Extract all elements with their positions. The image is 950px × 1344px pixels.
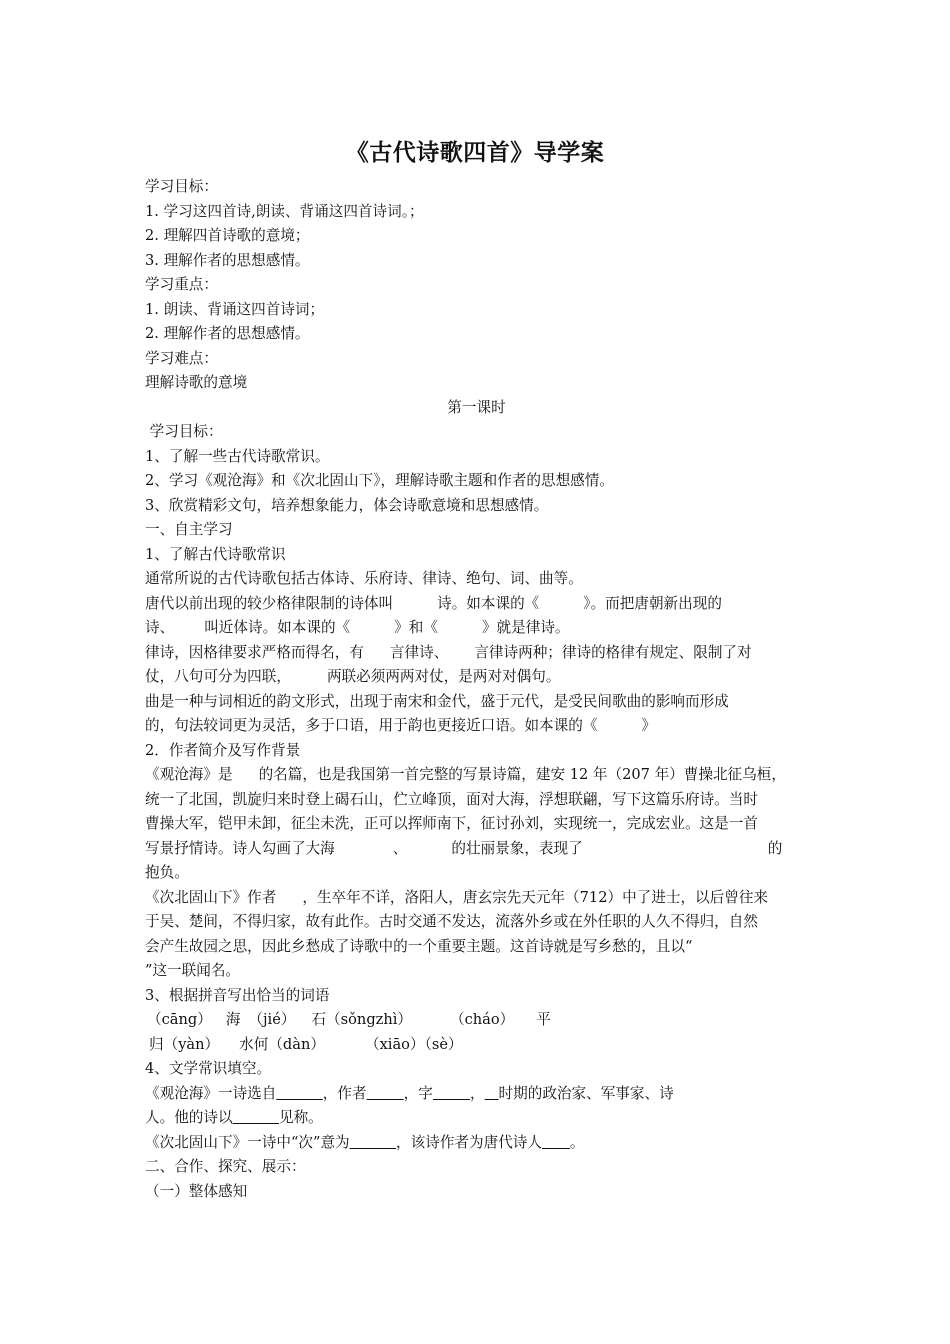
blank xyxy=(350,1134,396,1151)
pinyin-row: （cāng） 海 （jié） 石（sǒngzhì） （cháo） 平 xyxy=(147,1011,551,1028)
blank xyxy=(542,1134,570,1151)
blank xyxy=(485,1085,499,1102)
paragraph-line: 统一了北国，凯旋归来时登上碣石山，伫立峰顶，面对大海，浮想联翩，写下这篇乐府诗。当时 xyxy=(145,790,758,808)
blank xyxy=(367,1085,404,1102)
paragraph-line: 《次北固山下》作者 ，生卒年不详，洛阳人，唐玄宗先天元年（712）中了进士，以后曾往来 xyxy=(145,888,769,906)
paragraph-line: 律诗，因格律要求严格而得名，有 言律诗、 言律诗两种；律诗的格律有规定、限制了对 xyxy=(145,643,752,661)
lesson-goals-heading: 学习目标： xyxy=(145,423,223,440)
blank xyxy=(433,1085,470,1102)
fill-blank-line: 《观沧海》一诗选自 ，作者 ，字 ， 时期的政治家、军事家、诗 xyxy=(145,1084,674,1102)
key-point-item: 1. 朗读、背诵这四首诗词； xyxy=(145,300,325,318)
document-body xyxy=(145,175,808,1204)
subsection-heading: 4、文学常识填空。 xyxy=(145,1060,272,1077)
lesson-goal-item: 3、欣赏精彩文句，培养想象能力，体会诗歌意境和思想感情。 xyxy=(145,496,549,514)
paragraph-line: 抱负。 xyxy=(145,864,189,881)
paragraph-line: 于吴、楚间，不得归家，故有此作。古时交通不发达，流落外乡或在外任职的人久不得归，自然 xyxy=(145,913,758,930)
lesson-title: 第一课时 xyxy=(447,398,506,416)
fill-blank-line: 人。他的诗以 见称。 xyxy=(145,1109,323,1126)
lesson-goal-item: 1、了解一些古代诗歌常识。 xyxy=(145,447,330,465)
subsection-heading: 1、了解古代诗歌常识 xyxy=(145,545,286,563)
paragraph-line: 曲是一种与词相近的韵文形式，出现于南宋和金代，盛于元代，是受民间歌曲的影响而形成 xyxy=(145,692,729,710)
goal-item: 3. 理解作者的思想感情。 xyxy=(145,251,310,269)
paragraph-line: 仗，八句可分为四联， 两联必须两两对仗，是两对对偶句。 xyxy=(145,668,561,685)
subsection-heading: 3、根据拼音写出恰当的词语 xyxy=(145,986,330,1004)
section-heading: 一、自主学习 xyxy=(145,521,233,538)
paragraph-line: 《观沧海》是 的名篇，也是我国第一首完整的写景诗篇，建安 12 年（207 年）曹操北征乌桓， xyxy=(145,766,786,783)
difficulty-heading: 学习难点： xyxy=(145,349,218,367)
goals-heading: 学习目标： xyxy=(145,178,218,195)
blank xyxy=(233,1109,279,1126)
goal-item: 1. 学习这四首诗,朗读、背诵这四首诗词。； xyxy=(145,202,424,220)
subsection-heading: 2．作者简介及写作背景 xyxy=(145,741,301,759)
goal-item: 2. 理解四首诗歌的意境； xyxy=(145,227,310,244)
paragraph-line: 会产生故园之思，因此乡愁成了诗歌中的一个重要主题。这首诗就是写乡愁的，且以“ xyxy=(145,937,693,955)
paragraph-line: 的，句法较词更为灵活，多于口语，用于韵也更接近口语。如本课的《 》 xyxy=(145,717,657,734)
blank xyxy=(276,1085,322,1102)
pinyin-row: 归（yàn） 水何（dàn） （xiāo）（sè） xyxy=(149,1035,463,1053)
paragraph-line: 唐代以前出现的较少格律限制的诗体叫 诗。如本课的《 》。而把唐朝新出现的 xyxy=(145,594,722,612)
section-heading: 二、合作、探究、展示： xyxy=(145,1158,306,1175)
paragraph-line: 诗、 叫近体诗。如本课的《 》和《 》就是律诗。 xyxy=(145,619,570,636)
difficulty-text: 理解诗歌的意境 xyxy=(145,374,248,391)
fill-blank-line: 《次北固山下》一诗中“次”意为 ，该诗作者为唐代诗人 。 xyxy=(145,1133,585,1151)
paragraph-line: ”这一联闻名。 xyxy=(145,962,241,979)
document-title: 《古代诗歌四首》导学案 xyxy=(345,140,605,166)
key-point-item: 2. 理解作者的思想感情。 xyxy=(145,325,310,342)
paragraph-line: 曹操大军，铠甲未卸，征尘未洗，正可以挥师南下，征讨孙刘，实现统一，完成宏业。这是一首 xyxy=(145,815,758,832)
paragraph-line: 写景抒情诗。诗人勾画了大海 、 的壮丽景象，表现了 的 xyxy=(145,839,783,857)
lesson-goal-item: 2、学习《观沧海》和《次北固山下》，理解诗歌主题和作者的思想感情。 xyxy=(145,472,614,489)
subsection-heading: （一）整体感知 xyxy=(145,1182,248,1200)
key-points-heading: 学习重点： xyxy=(145,276,218,293)
paragraph-poetry-types: 通常所说的古代诗歌包括古体诗、乐府诗、律诗、绝句、词、曲等。 xyxy=(145,570,583,587)
